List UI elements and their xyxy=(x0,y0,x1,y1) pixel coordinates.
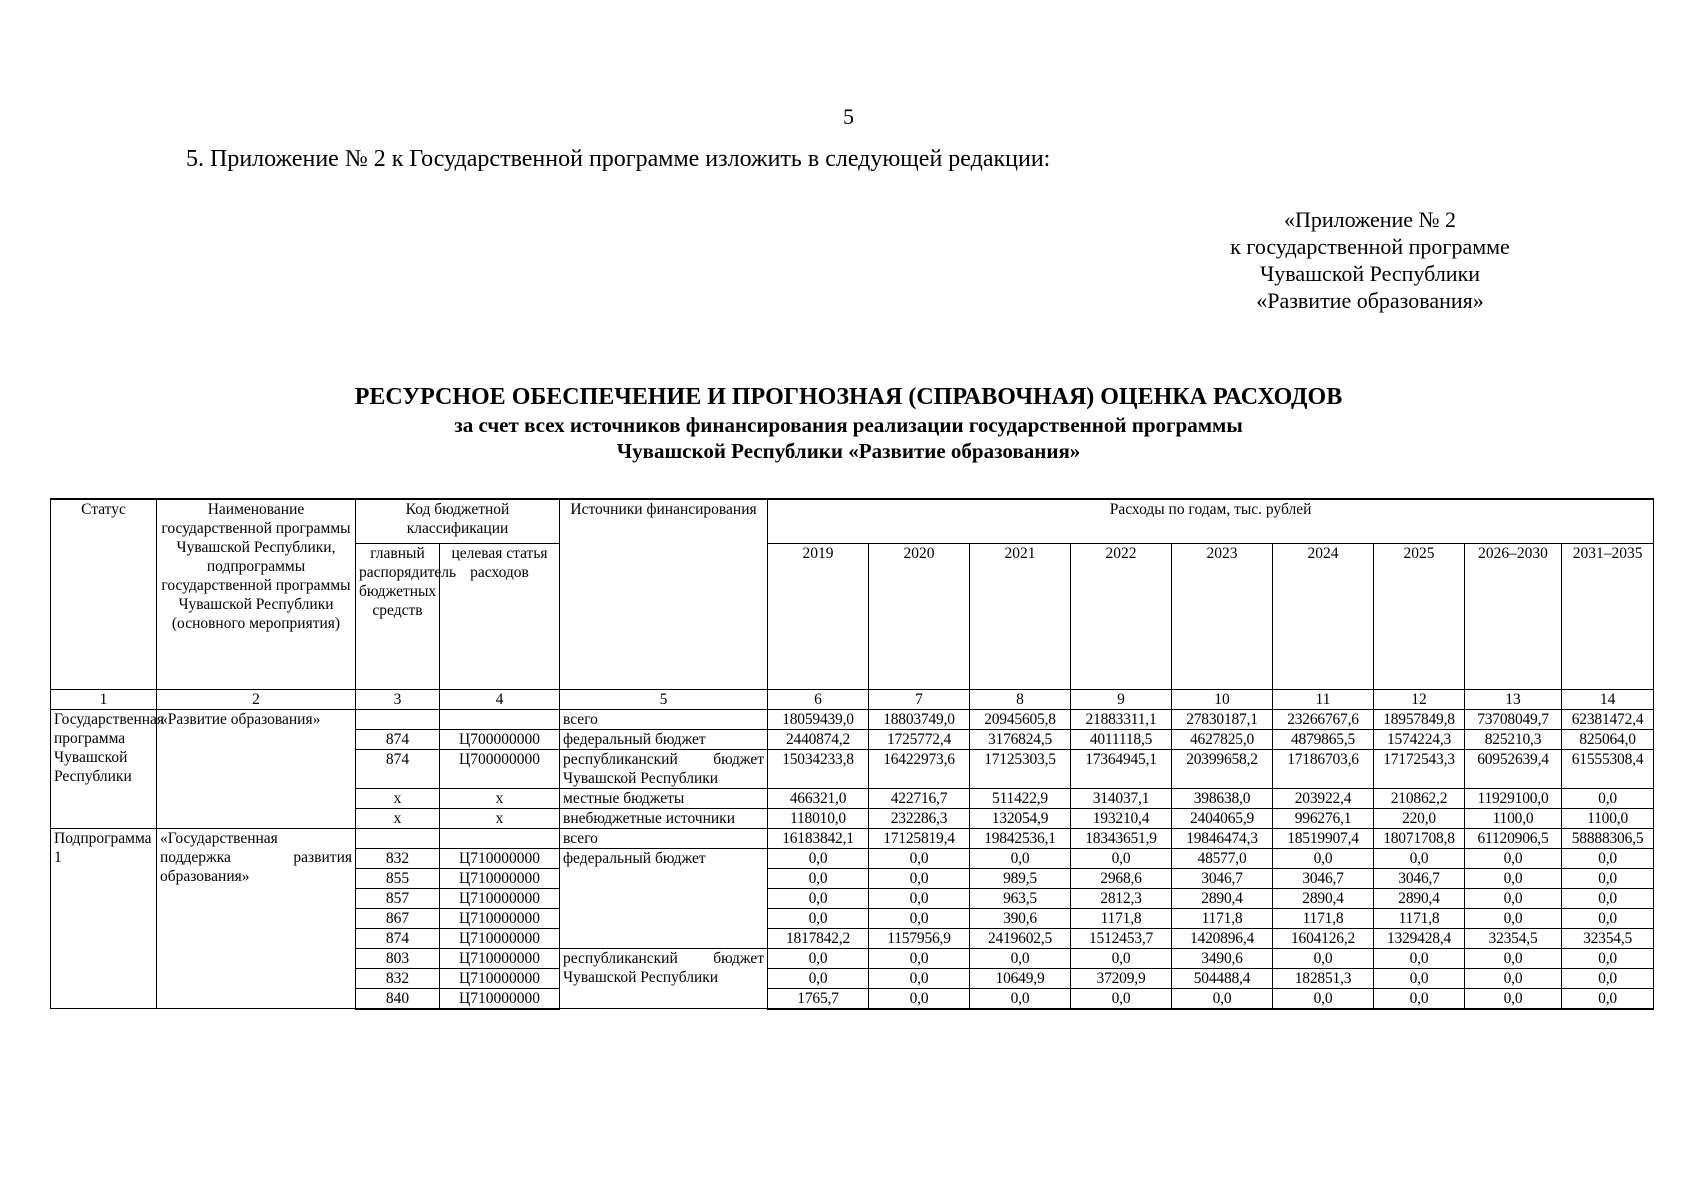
value-cell: 32354,5 xyxy=(1562,928,1654,948)
value-cell: 210862,2 xyxy=(1374,788,1465,808)
value-cell: 17186703,6 xyxy=(1273,749,1374,788)
name-cell: «Государственная поддержка развития образования» xyxy=(157,828,356,1009)
value-cell: 18343651,9 xyxy=(1071,828,1172,848)
grbs-cell: 803 xyxy=(356,948,440,968)
value-cell: 18059439,0 xyxy=(768,709,869,729)
value-cell: 118010,0 xyxy=(768,808,869,828)
value-cell: 0,0 xyxy=(1374,948,1465,968)
value-cell: 1765,7 xyxy=(768,988,869,1009)
grbs-cell xyxy=(356,709,440,729)
value-cell: 0,0 xyxy=(1465,948,1562,968)
value-cell: 20945605,8 xyxy=(970,709,1071,729)
value-cell: 2890,4 xyxy=(1172,888,1273,908)
value-cell: 17364945,1 xyxy=(1071,749,1172,788)
grbs-cell: 855 xyxy=(356,868,440,888)
value-cell: 0,0 xyxy=(768,948,869,968)
header-name: Наименование государственной программы Чувашской Республики, подпрограммы государственной программы Чувашской Республики (основного мероприятия) xyxy=(157,499,356,689)
value-cell: 963,5 xyxy=(970,888,1071,908)
header-year: 2025 xyxy=(1374,543,1465,689)
page-number: 5 xyxy=(843,104,854,129)
value-cell: 37209,9 xyxy=(1071,968,1172,988)
value-cell: 3046,7 xyxy=(1273,868,1374,888)
value-cell: 0,0 xyxy=(1562,948,1654,968)
csr-cell: Ц710000000 xyxy=(440,988,560,1009)
value-cell: 0,0 xyxy=(1273,988,1374,1009)
value-cell: 1420896,4 xyxy=(1172,928,1273,948)
grbs-cell: 832 xyxy=(356,968,440,988)
value-cell: 17125819,4 xyxy=(869,828,970,848)
value-cell: 3046,7 xyxy=(1172,868,1273,888)
value-cell: 422716,7 xyxy=(869,788,970,808)
appendix-line: «Развитие образования» xyxy=(1256,288,1484,313)
value-cell: 61555308,4 xyxy=(1562,749,1654,788)
value-cell: 203922,4 xyxy=(1273,788,1374,808)
value-cell: 16183842,1 xyxy=(768,828,869,848)
value-cell: 48577,0 xyxy=(1172,848,1273,868)
value-cell: 0,0 xyxy=(1071,948,1172,968)
value-cell: 0,0 xyxy=(1562,988,1654,1009)
value-cell: 504488,4 xyxy=(1172,968,1273,988)
value-cell: 1171,8 xyxy=(1374,908,1465,928)
value-cell: 825210,3 xyxy=(1465,729,1562,749)
value-cell: 0,0 xyxy=(1071,988,1172,1009)
column-number: 11 xyxy=(1273,689,1374,709)
column-number: 4 xyxy=(440,689,560,709)
appendix-line: Чувашской Республики xyxy=(1259,261,1481,286)
header-code: Код бюджетной классификации xyxy=(356,499,560,543)
value-cell: 23266767,6 xyxy=(1273,709,1374,729)
value-cell: 0,0 xyxy=(869,988,970,1009)
csr-cell: Ц710000000 xyxy=(440,948,560,968)
header-grbs: главный распорядитель бюджетных средств xyxy=(356,543,440,689)
header-status: Статус xyxy=(51,499,157,689)
value-cell: 1171,8 xyxy=(1071,908,1172,928)
csr-cell: Ц710000000 xyxy=(440,928,560,948)
value-cell: 20399658,2 xyxy=(1172,749,1273,788)
value-cell: 4011118,5 xyxy=(1071,729,1172,749)
header-year: 2023 xyxy=(1172,543,1273,689)
source-cell: республиканский бюджет Чувашской Республики xyxy=(560,749,768,788)
column-number: 14 xyxy=(1562,689,1654,709)
grbs-cell: х xyxy=(356,808,440,828)
value-cell: 2968,6 xyxy=(1071,868,1172,888)
source-cell: местные бюджеты xyxy=(560,788,768,808)
value-cell: 996276,1 xyxy=(1273,808,1374,828)
value-cell: 19846474,3 xyxy=(1172,828,1273,848)
column-number: 7 xyxy=(869,689,970,709)
header-year: 2019 xyxy=(768,543,869,689)
value-cell: 0,0 xyxy=(1465,968,1562,988)
value-cell: 0,0 xyxy=(768,968,869,988)
value-cell: 0,0 xyxy=(1465,888,1562,908)
header-year: 2026–2030 xyxy=(1465,543,1562,689)
source-cell: республиканский бюджет Чувашской Республики xyxy=(560,948,768,1009)
column-number: 1 xyxy=(51,689,157,709)
value-cell: 0,0 xyxy=(1374,988,1465,1009)
source-cell: федеральный бюджет xyxy=(560,729,768,749)
value-cell: 1604126,2 xyxy=(1273,928,1374,948)
column-number: 5 xyxy=(560,689,768,709)
grbs-cell: 832 xyxy=(356,848,440,868)
value-cell: 3046,7 xyxy=(1374,868,1465,888)
value-cell: 2419602,5 xyxy=(970,928,1071,948)
value-cell: 17172543,3 xyxy=(1374,749,1465,788)
table-row xyxy=(51,709,1654,729)
value-cell: 0,0 xyxy=(1071,848,1172,868)
value-cell: 62381472,4 xyxy=(1562,709,1654,729)
csr-cell: х xyxy=(440,808,560,828)
column-number: 13 xyxy=(1465,689,1562,709)
header-csr: целевая статья расходов xyxy=(440,543,560,689)
value-cell: 1171,8 xyxy=(1172,908,1273,928)
csr-cell: Ц710000000 xyxy=(440,968,560,988)
grbs-cell xyxy=(356,828,440,848)
value-cell: 511422,9 xyxy=(970,788,1071,808)
grbs-cell: х xyxy=(356,788,440,808)
value-cell: 2404065,9 xyxy=(1172,808,1273,828)
column-number: 12 xyxy=(1374,689,1465,709)
value-cell: 17125303,5 xyxy=(970,749,1071,788)
value-cell: 0,0 xyxy=(1273,848,1374,868)
value-cell: 0,0 xyxy=(1562,968,1654,988)
value-cell: 58888306,5 xyxy=(1562,828,1654,848)
column-number: 8 xyxy=(970,689,1071,709)
source-cell: федеральный бюджет xyxy=(560,848,768,948)
column-number: 6 xyxy=(768,689,869,709)
csr-cell xyxy=(440,828,560,848)
value-cell: 0,0 xyxy=(970,988,1071,1009)
value-cell: 0,0 xyxy=(869,948,970,968)
value-cell: 1512453,7 xyxy=(1071,928,1172,948)
value-cell: 0,0 xyxy=(1465,848,1562,868)
csr-cell: Ц700000000 xyxy=(440,749,560,788)
value-cell: 0,0 xyxy=(768,888,869,908)
value-cell: 2812,3 xyxy=(1071,888,1172,908)
resource-table xyxy=(50,498,1654,1010)
value-cell: 4879865,5 xyxy=(1273,729,1374,749)
grbs-cell: 874 xyxy=(356,729,440,749)
value-cell: 0,0 xyxy=(1172,988,1273,1009)
value-cell: 1157956,9 xyxy=(869,928,970,948)
value-cell: 0,0 xyxy=(1562,868,1654,888)
grbs-cell: 840 xyxy=(356,988,440,1009)
value-cell: 0,0 xyxy=(1273,948,1374,968)
value-cell: 0,0 xyxy=(970,848,1071,868)
value-cell: 132054,9 xyxy=(970,808,1071,828)
appendix-line: к государственной программе xyxy=(1230,234,1510,259)
header-expenses: Расходы по годам, тыс. рублей xyxy=(768,499,1654,543)
value-cell: 18957849,8 xyxy=(1374,709,1465,729)
column-number: 10 xyxy=(1172,689,1273,709)
grbs-cell: 867 xyxy=(356,908,440,928)
value-cell: 32354,5 xyxy=(1465,928,1562,948)
value-cell: 2890,4 xyxy=(1273,888,1374,908)
grbs-cell: 857 xyxy=(356,888,440,908)
value-cell: 1100,0 xyxy=(1465,808,1562,828)
value-cell: 390,6 xyxy=(970,908,1071,928)
csr-cell: Ц710000000 xyxy=(440,888,560,908)
grbs-cell: 874 xyxy=(356,749,440,788)
value-cell: 398638,0 xyxy=(1172,788,1273,808)
value-cell: 11929100,0 xyxy=(1465,788,1562,808)
value-cell: 21883311,1 xyxy=(1071,709,1172,729)
value-cell: 0,0 xyxy=(869,848,970,868)
intro-paragraph: 5. Приложение № 2 к Государственной программе изложить в следующей редакции: xyxy=(186,146,1051,172)
value-cell: 0,0 xyxy=(1374,848,1465,868)
value-cell: 182851,3 xyxy=(1273,968,1374,988)
value-cell: 989,5 xyxy=(970,868,1071,888)
title-line-2: за счет всех источников финансирования реализации государственной программы xyxy=(454,413,1243,437)
value-cell: 1817842,2 xyxy=(768,928,869,948)
csr-cell: х xyxy=(440,788,560,808)
value-cell: 27830187,1 xyxy=(1172,709,1273,729)
value-cell: 0,0 xyxy=(1465,868,1562,888)
title-line-3: Чувашской Республики «Развитие образования» xyxy=(616,439,1081,463)
value-cell: 0,0 xyxy=(1465,908,1562,928)
value-cell: 1574224,3 xyxy=(1374,729,1465,749)
name-cell: «Развитие образования» xyxy=(157,709,356,828)
value-cell: 2440874,2 xyxy=(768,729,869,749)
value-cell: 19842536,1 xyxy=(970,828,1071,848)
csr-cell: Ц710000000 xyxy=(440,908,560,928)
value-cell: 0,0 xyxy=(869,968,970,988)
value-cell: 1725772,4 xyxy=(869,729,970,749)
value-cell: 3176824,5 xyxy=(970,729,1071,749)
column-number: 9 xyxy=(1071,689,1172,709)
value-cell: 0,0 xyxy=(768,868,869,888)
source-cell: внебюджетные источники xyxy=(560,808,768,828)
value-cell: 2890,4 xyxy=(1374,888,1465,908)
column-number: 2 xyxy=(157,689,356,709)
csr-cell: Ц710000000 xyxy=(440,848,560,868)
value-cell: 0,0 xyxy=(1374,968,1465,988)
source-cell: всего xyxy=(560,709,768,729)
value-cell: 73708049,7 xyxy=(1465,709,1562,729)
header-sources: Источники финансирования xyxy=(560,499,768,689)
value-cell: 4627825,0 xyxy=(1172,729,1273,749)
status-cell: Государственная программа Чувашской Республики xyxy=(51,709,157,828)
value-cell: 0,0 xyxy=(869,888,970,908)
value-cell: 0,0 xyxy=(1562,908,1654,928)
value-cell: 16422973,6 xyxy=(869,749,970,788)
value-cell: 0,0 xyxy=(1562,888,1654,908)
value-cell: 825064,0 xyxy=(1562,729,1654,749)
source-cell: всего xyxy=(560,828,768,848)
title-line-1: РЕСУРСНОЕ ОБЕСПЕЧЕНИЕ И ПРОГНОЗНАЯ (СПРАВОЧНАЯ) ОЦЕНКА РАСХОДОВ xyxy=(354,384,1343,410)
value-cell: 1100,0 xyxy=(1562,808,1654,828)
value-cell: 0,0 xyxy=(768,908,869,928)
value-cell: 18803749,0 xyxy=(869,709,970,729)
header-year: 2021 xyxy=(970,543,1071,689)
csr-cell: Ц710000000 xyxy=(440,868,560,888)
value-cell: 18071708,8 xyxy=(1374,828,1465,848)
value-cell: 15034233,8 xyxy=(768,749,869,788)
appendix-line: «Приложение № 2 xyxy=(1283,207,1457,232)
status-cell: Подпрограмма 1 xyxy=(51,828,157,1009)
document-title xyxy=(0,383,1697,464)
value-cell: 0,0 xyxy=(1562,848,1654,868)
value-cell: 61120906,5 xyxy=(1465,828,1562,848)
value-cell: 60952639,4 xyxy=(1465,749,1562,788)
value-cell: 0,0 xyxy=(869,908,970,928)
header-year: 2020 xyxy=(869,543,970,689)
value-cell: 466321,0 xyxy=(768,788,869,808)
column-number: 3 xyxy=(356,689,440,709)
table-row xyxy=(51,828,1654,848)
csr-cell xyxy=(440,709,560,729)
value-cell: 1329428,4 xyxy=(1374,928,1465,948)
grbs-cell: 874 xyxy=(356,928,440,948)
value-cell: 0,0 xyxy=(768,848,869,868)
value-cell: 3490,6 xyxy=(1172,948,1273,968)
value-cell: 0,0 xyxy=(1465,988,1562,1009)
value-cell: 314037,1 xyxy=(1071,788,1172,808)
value-cell: 193210,4 xyxy=(1071,808,1172,828)
header-year: 2022 xyxy=(1071,543,1172,689)
value-cell: 0,0 xyxy=(1562,788,1654,808)
header-year: 2024 xyxy=(1273,543,1374,689)
value-cell: 0,0 xyxy=(970,948,1071,968)
value-cell: 0,0 xyxy=(869,868,970,888)
appendix-block xyxy=(1180,206,1560,314)
value-cell: 232286,3 xyxy=(869,808,970,828)
value-cell: 18519907,4 xyxy=(1273,828,1374,848)
csr-cell: Ц700000000 xyxy=(440,729,560,749)
header-year: 2031–2035 xyxy=(1562,543,1654,689)
value-cell: 220,0 xyxy=(1374,808,1465,828)
value-cell: 10649,9 xyxy=(970,968,1071,988)
value-cell: 1171,8 xyxy=(1273,908,1374,928)
